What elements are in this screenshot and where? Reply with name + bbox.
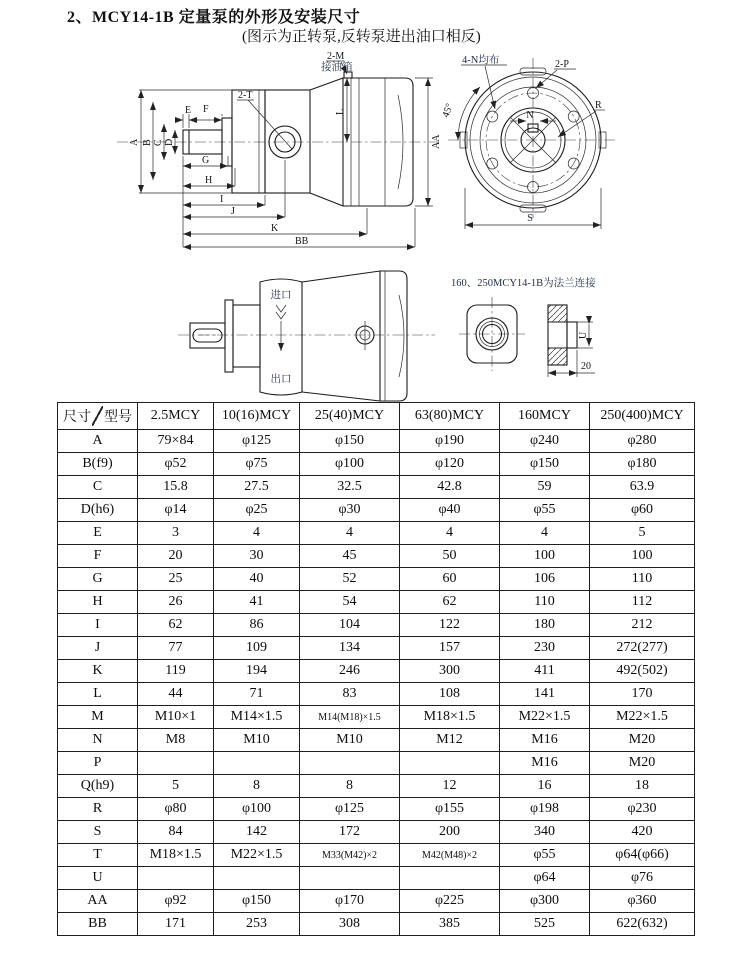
callout-oil-tank: 接油箱 <box>321 62 353 73</box>
row-label: B(f9) <box>58 453 138 476</box>
table-cell: 230 <box>500 637 590 660</box>
table-cell: 42.8 <box>400 476 500 499</box>
table-cell: 3 <box>138 522 214 545</box>
dim-s: S <box>527 213 533 224</box>
row-label: P <box>58 752 138 775</box>
table-cell: 385 <box>400 913 500 936</box>
table-cell <box>214 867 300 890</box>
table-cell <box>300 752 400 775</box>
table-cell: φ64(φ66) <box>590 844 695 867</box>
row-label: M <box>58 706 138 729</box>
column-header: 63(80)MCY <box>400 403 500 430</box>
flow-arrow <box>276 305 286 351</box>
table-cell: M42(M48)×2 <box>400 844 500 867</box>
table-cell: 52 <box>300 568 400 591</box>
front-view-drawing <box>440 48 640 233</box>
table-row <box>58 913 695 936</box>
table-cell: φ240 <box>500 430 590 453</box>
row-label: T <box>58 844 138 867</box>
dim-l: L <box>335 108 346 115</box>
table-row <box>58 867 695 890</box>
corner-cell <box>58 403 138 430</box>
table-cell: φ125 <box>214 430 300 453</box>
table-cell: 4 <box>214 522 300 545</box>
table-cell: 40 <box>214 568 300 591</box>
table-cell: 20 <box>138 545 214 568</box>
table-cell: 110 <box>500 591 590 614</box>
table-row <box>58 614 695 637</box>
dim-u: U <box>578 331 589 339</box>
table-cell: 171 <box>138 913 214 936</box>
table-cell: M33(M42)×2 <box>300 844 400 867</box>
table-cell: φ198 <box>500 798 590 821</box>
dim-b: B <box>142 139 153 146</box>
table-cell: φ52 <box>138 453 214 476</box>
dim-depth: 20 <box>581 361 591 372</box>
table-cell: 59 <box>500 476 590 499</box>
table-cell: M22×1.5 <box>500 706 590 729</box>
table-row <box>58 798 695 821</box>
dim-i: I <box>220 194 224 205</box>
table-cell: φ25 <box>214 499 300 522</box>
callout-2t: 2-T <box>238 90 253 101</box>
table-cell: 104 <box>300 614 400 637</box>
table-cell: 180 <box>500 614 590 637</box>
table-cell: M14×1.5 <box>214 706 300 729</box>
table-row <box>58 775 695 798</box>
table-cell: φ300 <box>500 890 590 913</box>
table-cell: φ150 <box>214 890 300 913</box>
table-cell: φ76 <box>590 867 695 890</box>
table-row <box>58 637 695 660</box>
table-cell: 122 <box>400 614 500 637</box>
dim-h: H <box>205 175 213 186</box>
table-cell: 100 <box>590 545 695 568</box>
table-cell: 25 <box>138 568 214 591</box>
column-header: 2.5MCY <box>138 403 214 430</box>
table-cell: 32.5 <box>300 476 400 499</box>
dim-j: J <box>231 206 235 217</box>
row-label: A <box>58 430 138 453</box>
dim-c: C <box>153 139 164 146</box>
flow-view-drawing <box>85 255 685 405</box>
table-cell: 44 <box>138 683 214 706</box>
table-row <box>58 499 695 522</box>
table-cell: 4 <box>500 522 590 545</box>
table-cell: φ55 <box>500 499 590 522</box>
table-row <box>58 844 695 867</box>
corner-right: 型号 <box>104 410 132 425</box>
table-cell: 112 <box>590 591 695 614</box>
table-cell: 172 <box>300 821 400 844</box>
row-label: E <box>58 522 138 545</box>
table-cell: φ230 <box>590 798 695 821</box>
table-cell: 300 <box>400 660 500 683</box>
row-label: K <box>58 660 138 683</box>
table-cell: φ150 <box>300 430 400 453</box>
table-row <box>58 890 695 913</box>
table-row <box>58 683 695 706</box>
dim-angle: 45° <box>440 102 456 120</box>
dim-r: R <box>595 100 602 111</box>
table-cell: 100 <box>500 545 590 568</box>
table-cell: φ155 <box>400 798 500 821</box>
dim-g: G <box>202 155 210 166</box>
table-cell: 62 <box>400 591 500 614</box>
table-row <box>58 706 695 729</box>
table-cell: 18 <box>590 775 695 798</box>
table-cell <box>138 752 214 775</box>
table-row <box>58 660 695 683</box>
page-subtitle: (图示为正转泵,反转泵进出油口相反) <box>242 29 481 45</box>
table-cell: 194 <box>214 660 300 683</box>
table-cell: φ180 <box>590 453 695 476</box>
table-cell: φ64 <box>500 867 590 890</box>
table-row <box>58 591 695 614</box>
table-cell: 420 <box>590 821 695 844</box>
table-cell: 109 <box>214 637 300 660</box>
table-cell: M22×1.5 <box>214 844 300 867</box>
dim-lines-horizontal <box>183 155 415 247</box>
table-cell: φ225 <box>400 890 500 913</box>
table-cell: φ150 <box>500 453 590 476</box>
table-cell <box>138 867 214 890</box>
table-cell <box>400 867 500 890</box>
dim-f: F <box>203 104 209 115</box>
column-header: 10(16)MCY <box>214 403 300 430</box>
table-cell: φ280 <box>590 430 695 453</box>
table-cell: 62 <box>138 614 214 637</box>
table-cell: 411 <box>500 660 590 683</box>
table-cell: 15.8 <box>138 476 214 499</box>
table-cell: 79×84 <box>138 430 214 453</box>
table-cell: M22×1.5 <box>590 706 695 729</box>
table-body <box>58 430 695 936</box>
table-cell: 26 <box>138 591 214 614</box>
side-view-drawing <box>95 50 445 255</box>
table-row <box>58 752 695 775</box>
table-cell: φ190 <box>400 430 500 453</box>
row-label: R <box>58 798 138 821</box>
row-label: C <box>58 476 138 499</box>
dim-lines-top <box>175 104 222 128</box>
table-cell: M8 <box>138 729 214 752</box>
table-cell: 8 <box>214 775 300 798</box>
table-cell: 141 <box>500 683 590 706</box>
row-label: G <box>58 568 138 591</box>
table-cell <box>214 752 300 775</box>
table-row <box>58 545 695 568</box>
table-cell: φ55 <box>500 844 590 867</box>
row-label: S <box>58 821 138 844</box>
table-cell: φ80 <box>138 798 214 821</box>
inlet-label: 进口 <box>270 290 292 301</box>
table-cell: 83 <box>300 683 400 706</box>
row-label: L <box>58 683 138 706</box>
table-cell: 134 <box>300 637 400 660</box>
pump-flow-outline <box>190 271 407 401</box>
table-cell: M20 <box>590 752 695 775</box>
table-cell: 77 <box>138 637 214 660</box>
flange-front-detail <box>459 297 525 371</box>
table-cell: φ30 <box>300 499 400 522</box>
table-cell: M10 <box>214 729 300 752</box>
table-row <box>58 476 695 499</box>
callout-2m: 2-M <box>327 51 345 62</box>
row-label: H <box>58 591 138 614</box>
table-cell: M16 <box>500 752 590 775</box>
table-row <box>58 430 695 453</box>
table-row <box>58 522 695 545</box>
page-title: 2、MCY14-1B 定量泵的外形及安装尺寸 <box>67 9 361 26</box>
dim-d: D <box>164 138 175 146</box>
column-header: 25(40)MCY <box>300 403 400 430</box>
table-cell: 106 <box>500 568 590 591</box>
table-cell: M18×1.5 <box>400 706 500 729</box>
table-cell: 272(277) <box>590 637 695 660</box>
table-cell: 308 <box>300 913 400 936</box>
table-cell: M16 <box>500 729 590 752</box>
table-cell: 4 <box>400 522 500 545</box>
table-cell: 27.5 <box>214 476 300 499</box>
column-header: 160MCY <box>500 403 590 430</box>
dim-bb: BB <box>295 236 309 247</box>
row-label: BB <box>58 913 138 936</box>
table-cell: 60 <box>400 568 500 591</box>
table-cell: 525 <box>500 913 590 936</box>
dim-e: E <box>185 105 192 116</box>
outlet-label: 出口 <box>270 374 292 385</box>
dim-k: K <box>271 223 279 234</box>
table-cell <box>300 867 400 890</box>
callout-2p: 2-P <box>555 59 569 70</box>
table-cell: 16 <box>500 775 590 798</box>
table-cell: M10×1 <box>138 706 214 729</box>
row-label: J <box>58 637 138 660</box>
table-cell: φ360 <box>590 890 695 913</box>
table-row <box>58 568 695 591</box>
column-header: 250(400)MCY <box>590 403 695 430</box>
table-cell: 84 <box>138 821 214 844</box>
table-cell: 200 <box>400 821 500 844</box>
table-cell: 5 <box>590 522 695 545</box>
table-cell <box>400 752 500 775</box>
dim-aa: AA <box>431 134 442 149</box>
table-cell: 142 <box>214 821 300 844</box>
table-cell: 54 <box>300 591 400 614</box>
flange-note: 160、250MCY14-1B为法兰连接 <box>451 278 596 289</box>
table-cell: φ14 <box>138 499 214 522</box>
callout-4n: 4-N均布 <box>462 55 500 66</box>
table-cell: φ75 <box>214 453 300 476</box>
table-cell: 4 <box>300 522 400 545</box>
table-cell: 108 <box>400 683 500 706</box>
table-cell: φ100 <box>214 798 300 821</box>
row-label: Q(h9) <box>58 775 138 798</box>
table-cell: φ92 <box>138 890 214 913</box>
row-label: I <box>58 614 138 637</box>
table-cell: 622(632) <box>590 913 695 936</box>
table-header-row <box>58 403 695 430</box>
table-cell: φ170 <box>300 890 400 913</box>
table-cell: φ120 <box>400 453 500 476</box>
row-label: D(h6) <box>58 499 138 522</box>
table-cell: 50 <box>400 545 500 568</box>
row-label: U <box>58 867 138 890</box>
dim-lines-vertical <box>129 90 232 193</box>
table-row <box>58 453 695 476</box>
table-cell: φ100 <box>300 453 400 476</box>
table-cell: M12 <box>400 729 500 752</box>
corner-left: 尺寸 <box>63 410 91 425</box>
table-row <box>58 729 695 752</box>
flange-section-detail <box>548 305 595 377</box>
table-cell: 63.9 <box>590 476 695 499</box>
table-cell: M20 <box>590 729 695 752</box>
table-cell: 492(502) <box>590 660 695 683</box>
table-cell: 41 <box>214 591 300 614</box>
table-cell: 30 <box>214 545 300 568</box>
dimension-table <box>57 402 695 936</box>
row-label: N <box>58 729 138 752</box>
table-cell: 170 <box>590 683 695 706</box>
table-cell: 12 <box>400 775 500 798</box>
table-cell: 45 <box>300 545 400 568</box>
table-cell: 340 <box>500 821 590 844</box>
table-cell: M14(M18)×1.5 <box>300 706 400 729</box>
table-cell: φ40 <box>400 499 500 522</box>
table-cell: 212 <box>590 614 695 637</box>
table-cell: 246 <box>300 660 400 683</box>
diagonal-divider <box>92 406 103 426</box>
table-cell: φ60 <box>590 499 695 522</box>
table-cell: 119 <box>138 660 214 683</box>
table-cell: 157 <box>400 637 500 660</box>
table-cell: 86 <box>214 614 300 637</box>
table-cell: 110 <box>590 568 695 591</box>
table-cell: φ125 <box>300 798 400 821</box>
table-cell: M10 <box>300 729 400 752</box>
row-label: F <box>58 545 138 568</box>
dim-n: N <box>526 110 534 121</box>
table-cell: M18×1.5 <box>138 844 214 867</box>
table-row <box>58 821 695 844</box>
dim-a: A <box>129 138 140 146</box>
table-cell: 5 <box>138 775 214 798</box>
table-cell: 253 <box>214 913 300 936</box>
table-cell: 71 <box>214 683 300 706</box>
table-cell: 8 <box>300 775 400 798</box>
row-label: AA <box>58 890 138 913</box>
